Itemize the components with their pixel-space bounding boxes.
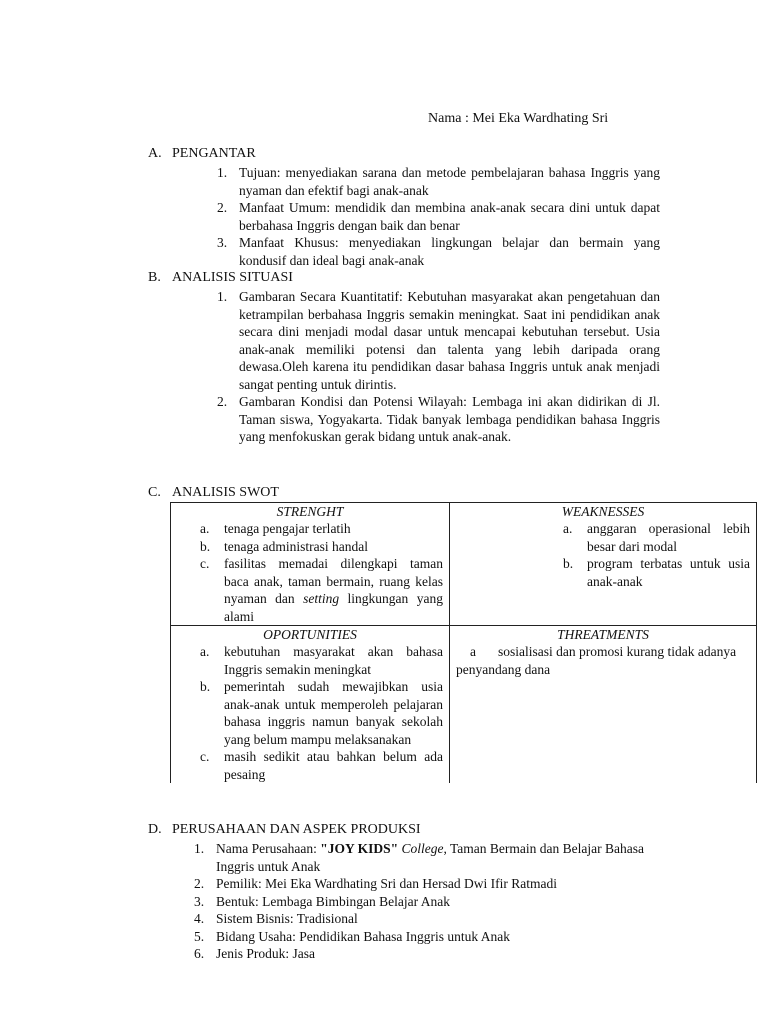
section-b-heading: B. ANALISIS SITUASI xyxy=(148,270,293,285)
list-item: 2. Manfaat Umum: mendidik dan membina anak-anak secara dini untuk dapat berbahasa Inggris dengan baik dan benar xyxy=(217,200,660,233)
swot-weaknesses-cell xyxy=(450,503,757,626)
swot-threatments-cell xyxy=(450,626,757,784)
swot-oportunities-title: OPORTUNITIES xyxy=(263,627,357,642)
list-item: a. tenaga pengajar terlatih xyxy=(200,521,351,536)
author-name: Mei Eka Wardhating Sri xyxy=(472,111,609,126)
list-item: b. tenaga administrasi handal xyxy=(200,538,368,554)
list-item: b. pemerintah sudah mewajibkan usia anak-anak untuk memperoleh pelajaran bahasa inggris namun banyak sekolah yang belum mampu melaksanakan xyxy=(200,679,443,747)
author-line xyxy=(428,111,608,127)
list-item: 3. Manfaat Khusus: menyediakan lingkungan belajar dan bermain yang kondusif dan ideal bagi anak-anak xyxy=(217,235,660,268)
list-item: a. kebutuhan masyarakat akan bahasa Inggris semakin meningkat xyxy=(200,644,443,677)
list-item: 5. Bidang Usaha: Pendidikan Bahasa Inggris untuk Anak xyxy=(194,928,510,944)
author-separator: : xyxy=(464,111,469,126)
list-item: c. masih sedikit atau bahkan belum ada pesaing xyxy=(200,749,443,782)
list-item: b. program terbatas untuk usia anak-anak xyxy=(563,556,750,589)
threatments-text: a sosialisasi dan promosi kurang tidak adanya penyandang dana xyxy=(456,644,737,677)
list-item: a. anggaran operasional lebih besar dari modal xyxy=(563,521,750,554)
section-d-list xyxy=(194,840,661,963)
swot-oportunities-cell xyxy=(171,626,450,784)
list-item: 6. Jenis Produk: Jasa xyxy=(194,946,315,961)
swot-strenght-title: STRENGHT xyxy=(276,504,344,519)
author-label: Nama xyxy=(428,111,462,126)
list-item: 4. Sistem Bisnis: Tradisional xyxy=(194,911,358,926)
list-item: 3. Bentuk: Lembaga Bimbingan Belajar Anak xyxy=(194,893,450,909)
section-b-list xyxy=(217,288,660,446)
section-a-list xyxy=(217,164,660,269)
list-item: c. fasilitas memadai dilengkapi taman baca anak, taman bermain, ruang kelas nyaman dan setting lingkungan yang alami xyxy=(200,556,443,624)
list-item: 1. Tujuan: menyediakan sarana dan metode pembelajaran bahasa Inggris yang nyaman dan efektif bagi anak-anak xyxy=(217,165,660,198)
swot-threatments-title: THREATMENTS xyxy=(557,627,649,642)
section-a-heading: A. PENGANTAR xyxy=(148,146,256,161)
swot-weaknesses-title: WEAKNESSES xyxy=(561,504,645,519)
section-c-heading: C. ANALISIS SWOT xyxy=(148,485,279,500)
swot-strenght-cell xyxy=(171,503,450,626)
list-item: 1. Gambaran Secara Kuantitatif: Kebutuhan masyarakat akan pengetahuan dan ketrampilan berbahasa Inggris semakin meningkat. Saat ini pendidikan anak secara dini menjadi modal dasar untuk mencapai kebutuhan tersebut. Usia anak-anak memiliki potensi dan talenta yang lebih daripada orang dewasa.Oleh karena itu pendidikan dasar bahasa Inggris untuk anak menjadi sangat penting untuk dirintis. xyxy=(217,289,660,392)
list-item: 1. Nama Perusahaan: "JOY KIDS" College, Taman Bermain dan Belajar Bahasa Inggris untuk Anak xyxy=(194,841,644,874)
list-item: 2. Gambaran Kondisi dan Potensi Wilayah: Lembaga ini akan didirikan di Jl. Taman siswa, Yogyakarta. Tidak banyak lembaga pendidikan bahasa Inggris yang menfokuskan gerak bidang untuk anak-anak. xyxy=(217,394,660,444)
section-d-heading: D. PERUSAHAAN DAN ASPEK PRODUKSI xyxy=(148,822,421,837)
list-item: 2. Pemilik: Mei Eka Wardhating Sri dan Hersad Dwi Ifir Ratmadi xyxy=(194,876,557,891)
swot-table xyxy=(170,502,757,783)
